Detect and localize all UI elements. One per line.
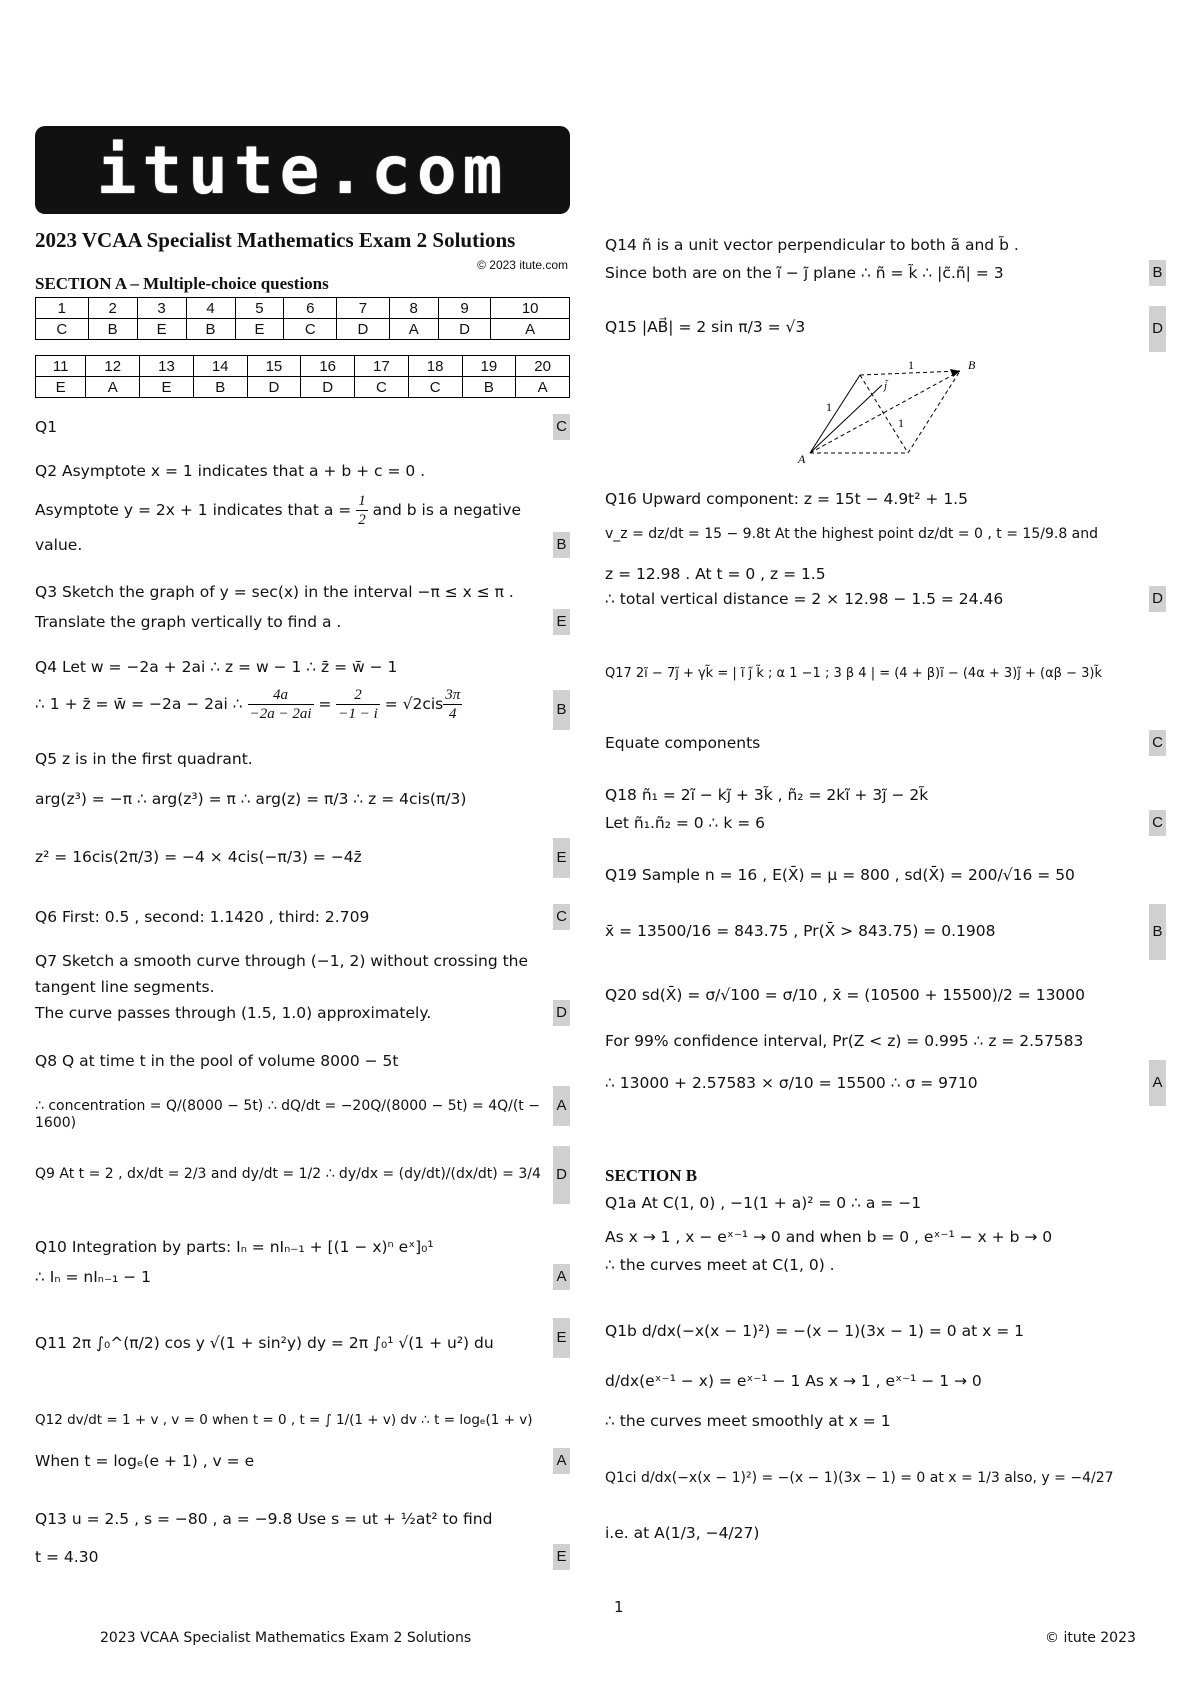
q15-answer: D bbox=[1149, 306, 1166, 352]
q20-line1: Q20 sd(X̄) = σ/√100 = σ/10 , x̄ = (10500 + 15500)/2 = 13000 bbox=[605, 986, 1086, 1004]
q20-answer: A bbox=[1149, 1060, 1166, 1106]
q4-f2-den: −1 − i bbox=[338, 706, 378, 722]
q15-edge bbox=[908, 371, 960, 453]
page-number: 1 bbox=[614, 1598, 624, 1616]
q9-answer: D bbox=[553, 1146, 570, 1204]
q5-answer: E bbox=[553, 838, 570, 878]
q10-line1: Q10 Integration by parts: Iₙ = nIₙ₋₁ + [(1 − x)ⁿ eˣ]₀¹ bbox=[35, 1238, 434, 1256]
table-cell: 18 bbox=[408, 356, 462, 377]
answer-table-1-numbers bbox=[36, 298, 570, 319]
table-cell: 3 bbox=[137, 298, 186, 319]
logo-text: itute.com bbox=[96, 131, 509, 209]
q18-line2: Let ñ₁.ñ₂ = 0 ∴ k = 6 bbox=[605, 814, 766, 832]
table-cell: A bbox=[389, 319, 438, 340]
table-cell: C bbox=[36, 319, 89, 340]
q16-line2: v_z = dz/dt = 15 − 9.8t At the highest point dz/dt = 0 , t = 15/9.8 and bbox=[605, 526, 1099, 542]
q1b-line3: ∴ the curves meet smoothly at x = 1 bbox=[605, 1412, 891, 1430]
table-cell: 4 bbox=[186, 298, 235, 319]
q7-line1: Q7 Sketch a smooth curve through (−1, 2) without crossing the bbox=[35, 952, 529, 970]
table-cell: 13 bbox=[140, 356, 194, 377]
table-cell: 12 bbox=[86, 356, 140, 377]
answer-table-2-answers bbox=[36, 377, 570, 398]
table-cell: A bbox=[516, 377, 570, 398]
q13-line2: t = 4.30 bbox=[35, 1548, 99, 1566]
q13-line1: Q13 u = 2.5 , s = −80 , a = −9.8 Use s = ut + ½at² to find bbox=[35, 1510, 493, 1528]
q8-line1: Q8 Q at time t in the pool of volume 8000 − 5t bbox=[35, 1052, 399, 1070]
q2-text-a: Asymptote y = 2x + 1 indicates that a = bbox=[35, 501, 357, 519]
table-cell: 14 bbox=[193, 356, 247, 377]
q16-line4: ∴ total vertical distance = 2 × 12.98 − 1.5 = 24.46 bbox=[605, 590, 1004, 608]
q7-answer: D bbox=[553, 1000, 570, 1026]
q4-text: ∴ 1 + z̄ = w̄ = −2a − 2ai ∴ bbox=[35, 695, 243, 713]
table-cell: D bbox=[301, 377, 355, 398]
q3-line2: Translate the graph vertically to find a . bbox=[35, 613, 342, 631]
q16-line1: Q16 Upward component: z = 15t − 4.9t² + 1.5 bbox=[605, 490, 968, 508]
table-cell: A bbox=[491, 319, 570, 340]
q19-answer: B bbox=[1149, 904, 1166, 960]
answer-table-2 bbox=[35, 355, 570, 398]
q12-line2: When t = logₑ(e + 1) , v = e bbox=[35, 1452, 255, 1470]
table-cell: D bbox=[337, 319, 390, 340]
q1b-line2: d/dx(eˣ⁻¹ − x) = eˣ⁻¹ − 1 As x → 1 , eˣ⁻¹ − 1 → 0 bbox=[605, 1372, 982, 1390]
q15-diagram bbox=[790, 355, 990, 465]
table-cell: E bbox=[235, 319, 284, 340]
q2-line1: Q2 Asymptote x = 1 indicates that a + b + c = 0 . bbox=[35, 462, 426, 480]
q20-line3: ∴ 13000 + 2.57583 × σ/10 = 15500 ∴ σ = 9710 bbox=[605, 1074, 978, 1092]
page-title: 2023 VCAA Specialist Mathematics Exam 2 Solutions bbox=[35, 228, 516, 252]
q12-answer: A bbox=[553, 1448, 570, 1474]
q11-answer: E bbox=[553, 1318, 570, 1358]
q1b-line1: Q1b d/dx(−x(x − 1)²) = −(x − 1)(3x − 1) = 0 at x = 1 bbox=[605, 1322, 1024, 1340]
table-cell: 7 bbox=[337, 298, 390, 319]
q5-line3: z² = 16cis(2π/3) = −4 × 4cis(−π/3) = −4z̄ bbox=[35, 848, 362, 866]
table-cell: D bbox=[438, 319, 491, 340]
footer-right: © itute 2023 bbox=[1045, 1630, 1136, 1646]
q4-f1-den: −2a − 2ai bbox=[249, 706, 312, 722]
q12-line1: Q12 dv/dt = 1 + v , v = 0 when t = 0 , t = ∫ 1/(1 + v) dv ∴ t = logₑ(1 + v) bbox=[35, 1412, 533, 1428]
table-cell: D bbox=[247, 377, 301, 398]
q2-frac-num: 1 bbox=[358, 493, 366, 509]
q5-line2: arg(z³) = −π ∴ arg(z³) = π ∴ arg(z) = π/3 ∴ z = 4cis(π/3) bbox=[35, 790, 467, 808]
q15-label-3: 1 bbox=[898, 416, 904, 430]
q4-line1: Q4 Let w = −2a + 2ai ∴ z = w − 1 ∴ z̄ = w̄ − 1 bbox=[35, 658, 398, 676]
q17-answer: C bbox=[1149, 730, 1166, 756]
table-cell: 1 bbox=[36, 298, 89, 319]
table-cell: C bbox=[355, 377, 409, 398]
q14-answer: B bbox=[1149, 260, 1166, 286]
q2-frac-den: 2 bbox=[358, 512, 366, 528]
answer-table-1-answers bbox=[36, 319, 570, 340]
q15-line1: Q15 |AB⃗| = 2 sin π/3 = √3 bbox=[605, 318, 806, 336]
footer-left: 2023 VCAA Specialist Mathematics Exam 2 Solutions bbox=[100, 1630, 472, 1646]
table-cell: 8 bbox=[389, 298, 438, 319]
table-cell: B bbox=[88, 319, 137, 340]
q5-line1: Q5 z is in the first quadrant. bbox=[35, 750, 253, 768]
q6-answer: C bbox=[553, 904, 570, 930]
q7-line2: tangent line segments. bbox=[35, 978, 215, 996]
q1a-line2: As x → 1 , x − eˣ⁻¹ → 0 and when b = 0 , eˣ⁻¹ − x + b → 0 bbox=[605, 1228, 1053, 1246]
q2-answer: B bbox=[553, 532, 570, 558]
section-a-heading: SECTION A – Multiple-choice questions bbox=[35, 274, 329, 293]
table-cell: E bbox=[140, 377, 194, 398]
table-cell: E bbox=[137, 319, 186, 340]
q16-answer: D bbox=[1149, 586, 1166, 612]
table-cell: 6 bbox=[284, 298, 337, 319]
q1ci-line2: i.e. at A(1/3, −4/27) bbox=[605, 1524, 760, 1542]
q19-line2: x̄ = 13500/16 = 843.75 , Pr(X̄ > 843.75) = 0.1908 bbox=[605, 922, 996, 940]
q4-f1-num: 4a bbox=[248, 686, 314, 705]
q8-line2: ∴ concentration = Q/(8000 − 5t) ∴ dQ/dt = −20Q/(8000 − 5t) = 4Q/(t − 1600) bbox=[35, 1098, 540, 1131]
q15-label-a: A bbox=[798, 452, 806, 465]
q4-line2: ∴ 1 + z̄ = w̄ = −2a − 2ai ∴ $\frac{4a}{-2a - 2ai}$ = $\frac{2}{-1 - i}$ = √2cis $\frac{3\pi}{4}$ bbox=[35, 687, 461, 722]
table-cell: 15 bbox=[247, 356, 301, 377]
q17-line1: Q17 2ĩ − 7j̃ + γk̃ = | ĩ j̃ k̃ ; α 1 −1 ; 3 β 4 | = (4 + β)ĩ − (4α + 3)j̃ + (αβ − 3)k̃ bbox=[605, 666, 1103, 681]
q4-f2-num: 2 bbox=[336, 686, 379, 705]
q2-line3: value. bbox=[35, 536, 83, 554]
q4-fraction-2 bbox=[336, 686, 379, 723]
q15-edge bbox=[810, 375, 860, 453]
q13-answer: E bbox=[553, 1544, 570, 1570]
q4-text-b: = √2cis bbox=[384, 695, 444, 713]
section-b-heading: SECTION B bbox=[605, 1166, 698, 1185]
answer-table-2-numbers bbox=[36, 356, 570, 377]
q14-line1: Q14 ñ is a unit vector perpendicular to both ã and b̃ . bbox=[605, 236, 1019, 254]
q16-line3: z = 12.98 . At t = 0 , z = 1.5 bbox=[605, 565, 826, 583]
q1ci-line1: Q1ci d/dx(−x(x − 1)²) = −(x − 1)(3x − 1) = 0 at x = 1/3 also, y = −4/27 bbox=[605, 1470, 1114, 1486]
q18-answer: C bbox=[1149, 810, 1166, 836]
table-cell: 10 bbox=[491, 298, 570, 319]
table-cell: A bbox=[86, 377, 140, 398]
q10-answer: A bbox=[553, 1264, 570, 1290]
q8-answer: A bbox=[553, 1086, 570, 1126]
q3-answer: E bbox=[553, 609, 570, 635]
q20-line2: For 99% confidence interval, Pr(Z < z) = 0.995 ∴ z = 2.57583 bbox=[605, 1032, 1084, 1050]
table-cell: E bbox=[36, 377, 86, 398]
q19-line1: Q19 Sample n = 16 , E(X̄) = μ = 800 , sd(X̄) = 200/√16 = 50 bbox=[605, 866, 1075, 884]
q10-line2: ∴ Iₙ = nIₙ₋₁ − 1 bbox=[35, 1268, 152, 1286]
table-cell: C bbox=[408, 377, 462, 398]
q11-line1: Q11 2π ∫₀^(π/2) cos y √(1 + sin²y) dy = 2π ∫₀¹ √(1 + u²) du bbox=[35, 1334, 494, 1352]
table-cell: 2 bbox=[88, 298, 137, 319]
q4-answer: B bbox=[553, 690, 570, 730]
q15-label-1: 1 bbox=[826, 400, 832, 414]
table-cell: 9 bbox=[438, 298, 491, 319]
answer-table-1 bbox=[35, 297, 570, 340]
q1a-line3: ∴ the curves meet at C(1, 0) . bbox=[605, 1256, 835, 1274]
table-cell: 20 bbox=[516, 356, 570, 377]
q1-label: Q1 bbox=[35, 418, 58, 436]
q6-line1: Q6 First: 0.5 , second: 1.1420 , third: 2.709 bbox=[35, 908, 370, 926]
table-cell: B bbox=[462, 377, 516, 398]
q4-fraction-1 bbox=[248, 686, 314, 723]
q2-fraction bbox=[356, 492, 368, 529]
q2-text-b: and b is a negative bbox=[367, 501, 522, 519]
q2-line2 bbox=[35, 492, 555, 529]
table-cell: 5 bbox=[235, 298, 284, 319]
table-cell: 19 bbox=[462, 356, 516, 377]
q18-line1: Q18 ñ₁ = 2ĩ − kj̃ + 3k̃ , ñ₂ = 2kĩ + 3j̃ − 2k̃ bbox=[605, 786, 929, 804]
table-cell: B bbox=[186, 319, 235, 340]
table-cell: C bbox=[284, 319, 337, 340]
table-cell: 11 bbox=[36, 356, 86, 377]
table-cell: 17 bbox=[355, 356, 409, 377]
copyright-top: © 2023 itute.com bbox=[477, 258, 568, 272]
q15-label-2: 1 bbox=[908, 358, 914, 372]
q14-line2: Since both are on the ĩ − j̃ plane ∴ ñ = k̃ ∴ |c̃.ñ| = 3 bbox=[605, 264, 1004, 282]
q4-f3-num: 3π bbox=[445, 687, 461, 703]
logo-banner bbox=[35, 126, 570, 214]
table-cell: 16 bbox=[301, 356, 355, 377]
q4-fraction-3 bbox=[443, 686, 462, 723]
q4-f3-den: 4 bbox=[449, 706, 457, 722]
q7-line3: The curve passes through (1.5, 1.0) approximately. bbox=[35, 1004, 432, 1022]
q15-label-b: B bbox=[968, 358, 976, 372]
table-cell: B bbox=[193, 377, 247, 398]
q17-line2: Equate components bbox=[605, 734, 761, 752]
q1a-line1: Q1a At C(1, 0) , −1(1 + a)² = 0 ∴ a = −1 bbox=[605, 1194, 922, 1212]
q15-label-j: j̃ bbox=[884, 380, 888, 392]
q9-line1: Q9 At t = 2 , dx/dt = 2/3 and dy/dt = 1/2 ∴ dy/dx = (dy/dt)/(dx/dt) = 3/4 bbox=[35, 1166, 541, 1182]
q1-answer: C bbox=[553, 414, 570, 440]
q3-line1: Q3 Sketch the graph of y = sec(x) in the interval −π ≤ x ≤ π . bbox=[35, 583, 514, 601]
